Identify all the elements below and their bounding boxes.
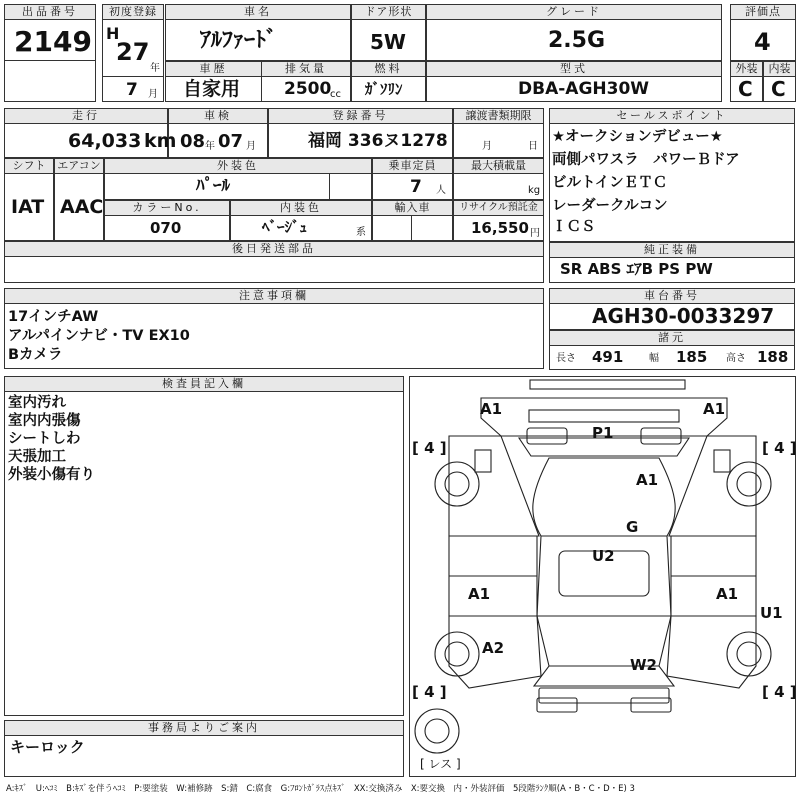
insp-month-unit: 月 [246,141,256,152]
chassis-label: 車台番号 [549,288,795,304]
mark-hood: P1 [592,424,614,442]
width: 185 [676,348,708,366]
exterior-label: 外装 [730,61,763,77]
door: 5W [370,30,406,54]
score-label: 評価点 [730,4,796,20]
grade-label: グレード [426,4,722,20]
transfer-month-unit: 月 [482,141,492,152]
mark-windshield: A1 [636,471,659,489]
inspector-line-5: 外装小傷有り [8,467,95,483]
door-label: ドア形状 [351,4,426,20]
color-no: 070 [150,219,182,237]
lot-number-label: 出品番号 [4,4,96,20]
model-label: 型式 [426,61,722,77]
inspector-line-4: 天張加工 [8,449,66,465]
note-line-1: 17インチAW [8,309,99,325]
mark-front-right: A1 [703,400,726,418]
interior-label: 内装 [763,61,796,77]
sales-points-label: セールスポイント [549,108,795,124]
insp-month: 07 [218,131,244,152]
shift-label: シフト [4,158,54,174]
transfer-day-unit: 日 [528,141,538,152]
history-label: 車歴 [165,61,262,77]
interior-grade: C [771,77,786,101]
sales-point-1: ★オークションデビュー★ [552,129,723,145]
score: 4 [754,28,771,56]
ac: AAC [60,196,104,218]
ext-color-label: 外装色 [104,158,372,174]
int-color-unit: 系 [356,227,366,238]
car-name: ｱﾙﾌｧｰﾄﾞ [200,28,278,53]
car-name-label: 車名 [165,4,351,20]
width-label: 幅 [649,353,659,364]
notes-label: 注意事項欄 [4,288,544,304]
reg-month: 7 [126,80,138,100]
note-line-3: Bカメラ [8,347,63,363]
specs-label: 諸元 [549,330,795,346]
inspector-label: 検査員記入欄 [4,376,404,392]
plate: 福岡 336ヌ1278 [308,131,448,151]
inspector-line-2: 室内内張傷 [8,413,81,429]
import-box-a [372,215,412,241]
lot-number: 2149 [14,25,92,58]
mark-left-door: A1 [468,585,491,603]
int-color-label: 内装色 [230,200,372,216]
equipment: SR ABS ｴｱB PS PW [560,260,713,278]
tire-fr: [ 4 ] [762,439,797,457]
tire-rr: [ 4 ] [762,683,797,701]
tire-rl: [ 4 ] [412,683,447,701]
mileage-unit: km [144,130,177,152]
plate-label: 登録番号 [268,108,453,124]
reg-month-unit: 月 [148,89,158,100]
inspector-line-3: シートしわ [8,431,81,447]
ext-color: ﾊﾟｰﾙ [196,176,230,196]
model: DBA-AGH30W [518,79,650,99]
load-label: 最大積載量 [453,158,544,174]
reg-year-unit: 年 [150,63,160,74]
lot-blank-box [4,60,96,102]
recycle: 16,550 [471,219,529,237]
load-unit: kg [528,185,541,196]
insp-year: 08 [180,131,206,152]
ext-color-extra-box [329,173,372,200]
mileage: 64,033 [68,130,142,152]
height-label: 高さ [726,353,746,364]
office-label: 事務局よりご案内 [4,720,404,736]
sales-point-5: ＩＣＳ [552,219,596,235]
displacement: 2500 [284,79,332,99]
reg-year: 27 [116,38,150,66]
capacity-unit: 人 [436,185,446,196]
recycle-unit: 円 [530,228,540,239]
capacity-label: 乗車定員 [372,158,453,174]
mark-rear-glass: W2 [630,656,657,674]
length-label: 長さ [556,353,576,364]
mileage-label: 走行 [4,108,168,124]
shift: IAT [11,196,45,218]
ac-label: エアコン [54,158,104,174]
displacement-unit: cc [330,89,341,100]
height: 188 [757,348,789,366]
first-reg-label: 初度登録 [102,4,164,20]
inspector-line-1: 室内汚れ [8,395,66,411]
insp-year-unit: 年 [205,141,215,152]
recycle-label: リサイクル預託金 [453,200,544,216]
displacement-label: 排気量 [261,61,351,77]
sales-point-2: 両側パワスラ パワーＢドア [552,152,740,168]
capacity: 7 [410,177,422,197]
fuel: ｶﾞｿﾘﾝ [365,80,403,98]
later-parts-box [4,256,544,283]
import-box-b [411,215,453,241]
spare-tire: [ レス ] [420,757,461,771]
inspection-label: 車検 [168,108,268,124]
color-no-label: カラーNo. [104,200,230,216]
exterior-grade: C [738,77,753,101]
mark-front-left: A1 [480,400,503,418]
mark-right-door: A1 [716,585,739,603]
office-note: キーロック [10,738,85,756]
fuel-label: 燃料 [351,61,426,77]
int-color: ﾍﾞｰｼﾞｭ [262,218,308,236]
tire-fl: [ 4 ] [412,439,447,457]
import-label: 輸入車 [372,200,453,216]
legend: A:ｷｽﾞ U:ﾍｺﾐ B:ｷｽﾞを伴うﾍｺﾐ P:要塗装 W:補修跡 S:錆 C:腐食 G:ﾌﾛﾝﾄｶﾞﾗｽ点ｷｽﾞ XX:交換済み X:要交換 内・外装評価 5段階ﾗﾝｸ順(A・B・C・D・E) 3 [6,784,635,794]
chassis-number: AGH30-0033297 [592,304,775,328]
mark-roof-2: U2 [592,547,615,565]
history: 自家用 [183,78,241,100]
mark-right-rear: U1 [760,604,783,622]
later-parts-label: 後日発送部品 [4,241,544,257]
mark-rear-left: A2 [482,639,505,657]
mark-roof: G [626,518,639,536]
equipment-label: 純正装備 [549,242,795,258]
era: H [106,24,120,43]
grade: 2.5G [548,28,606,53]
transfer-label: 譲渡書類期限 [453,108,544,124]
note-line-2: アルパインナビ・TV EX10 [8,328,190,344]
sales-point-3: ビルトインＥＴＣ [552,175,668,191]
sales-point-4: レーダークルコン [552,198,668,214]
length: 491 [592,348,624,366]
